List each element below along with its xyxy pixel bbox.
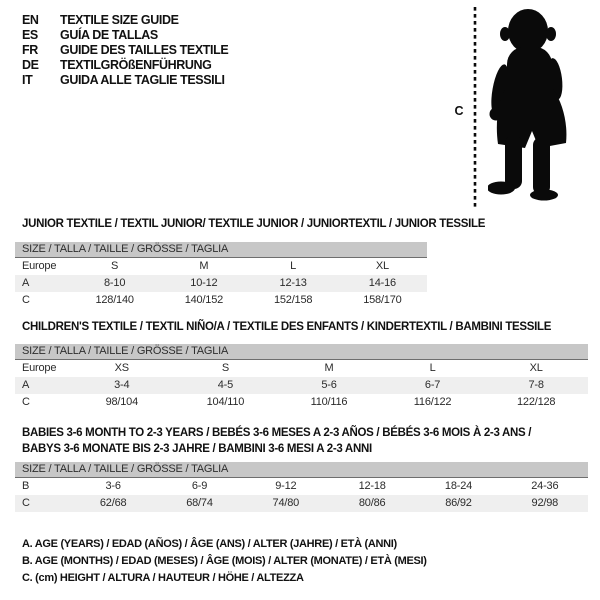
size-header-bar: SIZE / TALLA / TAILLE / GRÖSSE / TAGLIA — [15, 344, 588, 360]
row-label: Europe — [22, 260, 57, 272]
guide-title: GUIDA ALLE TAGLIE TESSILI — [60, 73, 225, 87]
age-cell: 5-6 — [321, 379, 337, 391]
height-cell: 128/140 — [95, 294, 134, 306]
age-cell: 3-4 — [114, 379, 130, 391]
guide-title: TEXTILGRÖßENFÜHRUNG — [60, 58, 212, 72]
height-cell: 104/110 — [206, 396, 245, 408]
size-cell: S — [111, 260, 119, 272]
table-row-age — [15, 275, 427, 292]
table-row-europe — [15, 258, 427, 275]
size-cell: M — [199, 260, 209, 272]
height-cell: 80/86 — [358, 497, 386, 509]
size-header-bar: SIZE / TALLA / TAILLE / GRÖSSE / TAGLIA — [15, 242, 427, 258]
row-label: A — [22, 379, 30, 391]
footnote-a: A. AGE (YEARS) / EDAD (AÑOS) / ÂGE (ANS) / ALTER (JAHRE) / ETÀ (ANNI) — [22, 538, 397, 550]
language-row — [22, 73, 228, 88]
guide-title: TEXTILE SIZE GUIDE — [60, 13, 179, 27]
age-cell: 6-9 — [191, 480, 208, 492]
babies-size-table — [15, 462, 588, 512]
height-cell: 116/122 — [413, 396, 452, 408]
language-code: DE — [22, 58, 39, 72]
age-cell: 10-12 — [190, 277, 218, 289]
height-cell: 68/74 — [186, 497, 213, 509]
row-label: C — [22, 294, 30, 306]
age-cell: 12-13 — [279, 277, 307, 289]
age-cell: 4-5 — [217, 379, 234, 391]
height-cell: 152/158 — [273, 294, 313, 306]
guide-title: GUÍA DE TALLAS — [60, 28, 158, 42]
language-row — [22, 58, 228, 73]
height-marker-label: C — [454, 104, 464, 118]
baby-figure-area — [440, 5, 598, 210]
size-cell: XL — [375, 260, 389, 272]
size-cell: S — [221, 362, 229, 374]
age-cell: 9-12 — [275, 480, 297, 492]
age-cell: 14-16 — [368, 277, 396, 289]
language-row — [22, 13, 228, 28]
table-row-height — [15, 495, 588, 512]
language-row — [22, 43, 228, 58]
row-label: Europe — [22, 362, 57, 374]
junior-table-title: JUNIOR TEXTILE / TEXTIL JUNIOR/ TEXTILE JUNIOR / JUNIORTEXTIL / JUNIOR TESSILE — [22, 218, 486, 230]
height-cell: 158/170 — [363, 294, 402, 306]
height-cell: 98/104 — [105, 396, 139, 408]
age-cell: 18-24 — [444, 480, 473, 492]
row-label: A — [22, 277, 30, 289]
footnote-b: B. AGE (MONTHS) / EDAD (MESES) / ÂGE (MOIS) / ALTER (MONATE) / ETÀ (MESI) — [22, 555, 427, 568]
language-title-list — [22, 13, 228, 88]
row-label: C — [22, 396, 30, 408]
height-cell: 140/152 — [184, 294, 224, 306]
children-table-title: CHILDREN'S TEXTILE / TEXTIL NIÑO/A / TEXTILE DES ENFANTS / KINDERTEXTIL / BAMBINI TESSILE — [22, 321, 552, 333]
footnote-c: C. (cm) HEIGHT / ALTURA / HAUTEUR / HÖHE / ALTEZZA — [22, 572, 304, 585]
guide-title: GUIDE DES TAILLES TEXTILE — [60, 43, 229, 57]
table-row-age-months — [15, 478, 588, 495]
children-size-table — [15, 344, 588, 411]
age-cell: 8-10 — [104, 277, 126, 289]
height-dashed-line — [473, 7, 477, 207]
age-cell: 3-6 — [105, 480, 121, 492]
size-cell: XL — [529, 362, 543, 374]
row-label: C — [22, 497, 30, 509]
table-row-height — [15, 292, 427, 309]
height-cell: 92/98 — [531, 497, 559, 509]
age-cell: 24-36 — [531, 480, 559, 492]
size-cell: L — [429, 362, 436, 374]
height-cell: 122/128 — [516, 396, 556, 408]
size-cell: XS — [114, 362, 129, 374]
age-cell: 7-8 — [528, 379, 544, 391]
height-cell: 86/92 — [445, 497, 472, 509]
babies-table-title — [22, 426, 531, 457]
language-code: FR — [22, 43, 38, 57]
language-code: IT — [22, 73, 33, 87]
babies-title-line2: BABYS 3-6 MONATE BIS 2-3 JAHRE / BAMBINI 3-6 MESI A 2-3 ANNI — [22, 442, 372, 455]
size-header-bar: SIZE / TALLA / TAILLE / GRÖSSE / TAGLIA — [15, 462, 588, 478]
height-cell: 74/80 — [272, 497, 300, 509]
age-cell: 12-18 — [358, 480, 386, 492]
junior-size-table — [15, 242, 427, 309]
table-row-age — [15, 377, 588, 394]
height-cell: 62/68 — [99, 497, 127, 509]
table-row-europe — [15, 360, 588, 377]
legend-footnotes — [22, 536, 427, 588]
babies-title-line1: BABIES 3-6 MONTH TO 2-3 YEARS / BEBÉS 3-6 MESES A 2-3 AÑOS / BÉBÉS 3-6 MOIS À 2-3 ANS / — [22, 427, 532, 439]
size-cell: L — [290, 260, 297, 272]
row-label: B — [22, 480, 30, 492]
language-code: EN — [22, 13, 39, 27]
height-cell: 110/116 — [310, 396, 348, 408]
language-code: ES — [22, 28, 38, 42]
size-cell: M — [324, 362, 334, 374]
language-row — [22, 28, 228, 43]
baby-silhouette-icon — [488, 7, 592, 205]
table-row-height — [15, 394, 588, 411]
age-cell: 6-7 — [424, 379, 441, 391]
